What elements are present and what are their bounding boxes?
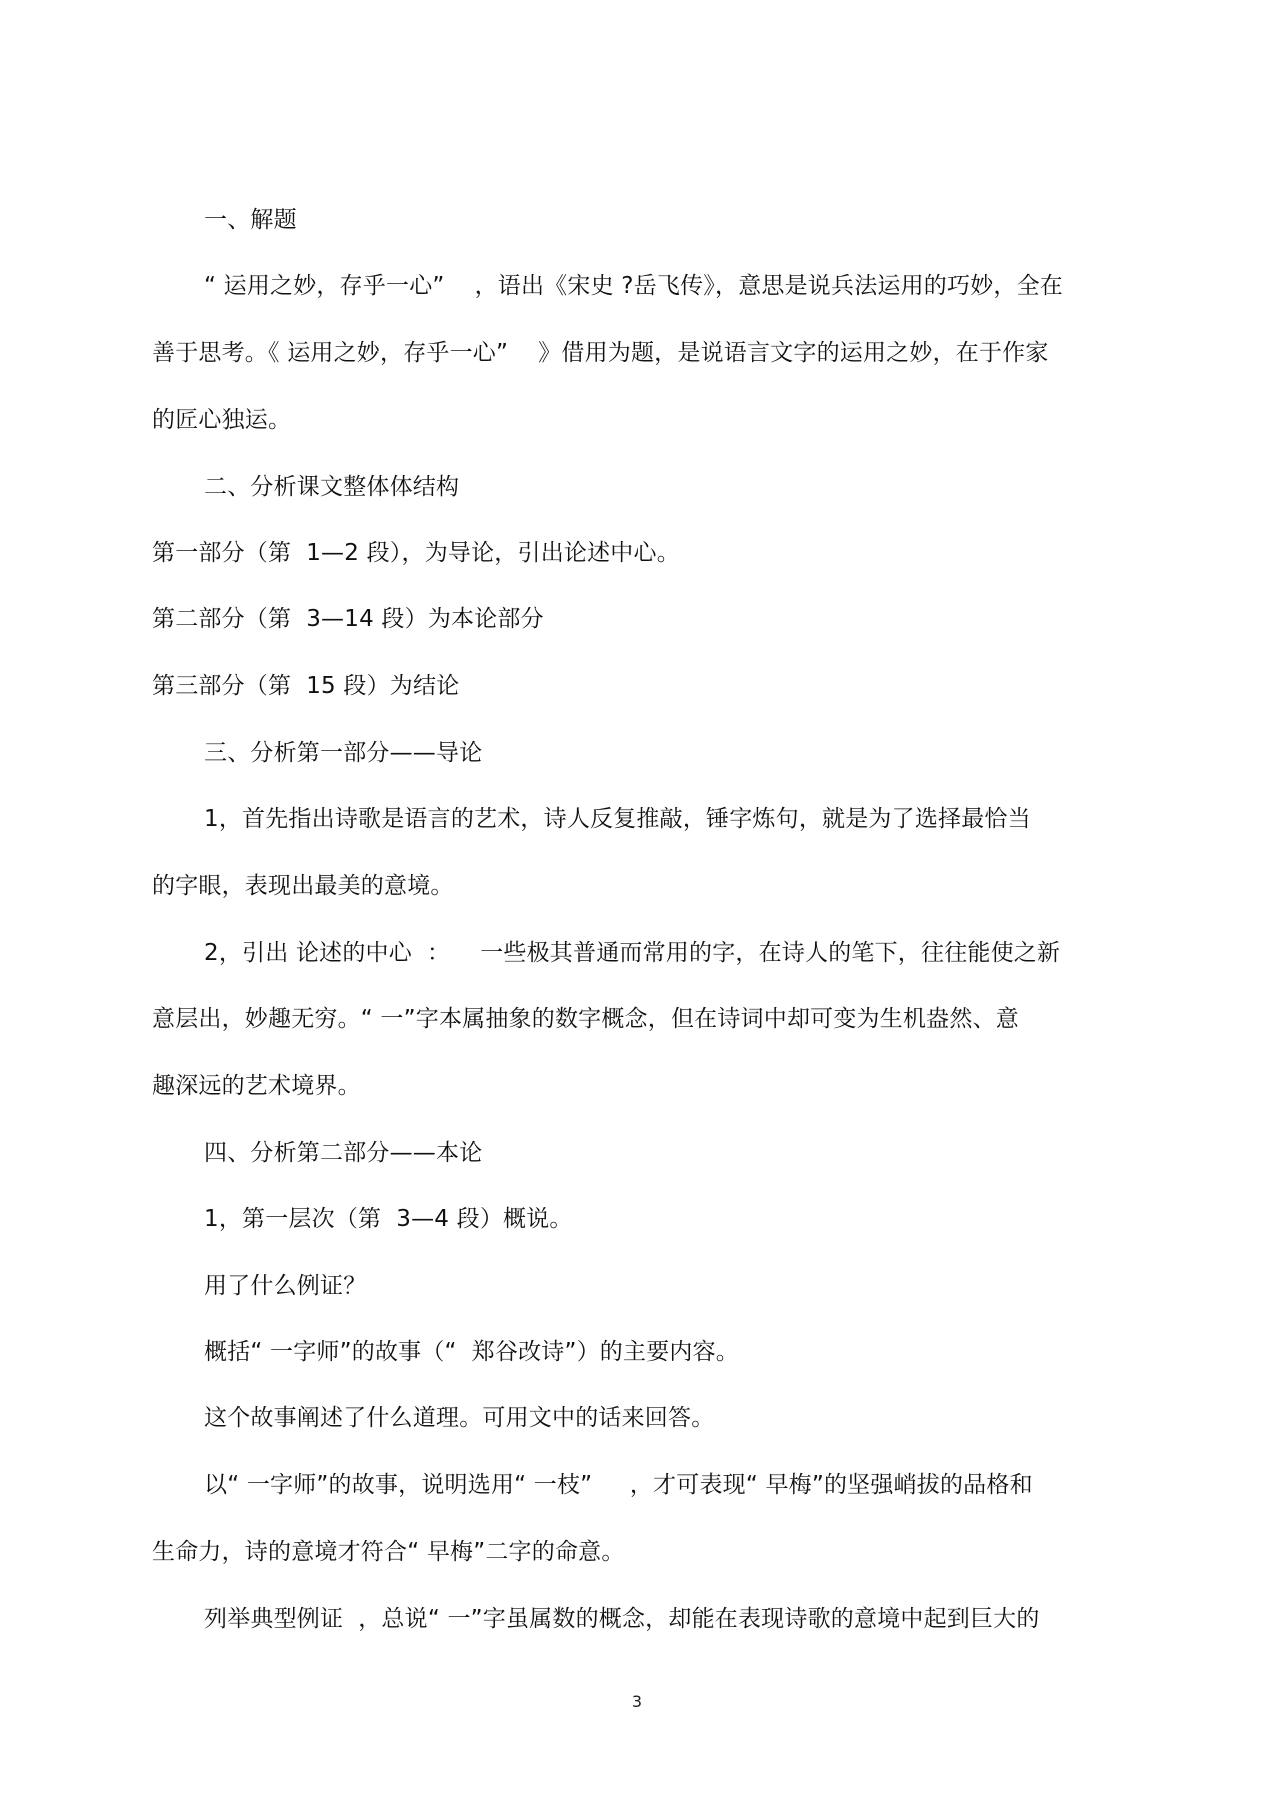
question-line: 用了什么例证？ <box>204 1273 367 1299</box>
paragraph-line: 意层出，妙趣无穷。“ 一”字本属抽象的数字概念，但在诗词中却可变为生机盎然、意 <box>152 1006 1019 1032</box>
structure-line-part-1: 第一部分（第 1—2 段），为导论，引出论述中心。 <box>152 540 680 566</box>
paragraph-line: 2，引出 论述的中心 ： 一些极其普通而常用的字，在诗人的笔下，往往能使之新 <box>204 940 1061 966</box>
paragraph-line: 的匠心独运。 <box>152 407 292 433</box>
structure-line-part-3: 第三部分（第 15 段）为结论 <box>152 673 460 699</box>
paragraph-line: 的字眼，表现出最美的意境。 <box>152 873 454 899</box>
section-heading-3: 三、分析第一部分——导论 <box>204 740 483 766</box>
question-line: 概括“ 一字师”的故事（“ 郑谷改诗”）的主要内容。 <box>204 1339 739 1365</box>
structure-line-part-2: 第二部分（第 3—14 段）为本论部分 <box>152 606 544 632</box>
section-heading-1: 一、解题 <box>204 207 297 233</box>
page-number: 3 <box>631 1692 643 1711</box>
paragraph-line: 1，首先指出诗歌是语言的艺术，诗人反复推敲，锤字炼句，就是为了选择最恰当 <box>204 806 1031 832</box>
paragraph-line: 生命力，诗的意境才符合“ 早梅”二字的命意。 <box>152 1539 625 1565</box>
paragraph-line: 趣深远的艺术境界。 <box>152 1073 361 1099</box>
paragraph-line: 以“ 一字师”的故事，说明选用“ 一枝” ，才可表现“ 早梅”的坚强峭拔的品格和 <box>204 1472 1033 1498</box>
question-line: 这个故事阐述了什么道理。可用文中的话来回答。 <box>204 1405 715 1431</box>
paragraph-line: “ 运用之妙，存乎一心” ，语出《宋史 ?岳飞传》，意思是说兵法运用的巧妙，全在 <box>204 273 1064 299</box>
paragraph-line: 1，第一层次（第 3—4 段）概说。 <box>204 1206 573 1232</box>
section-heading-2: 二、分析课文整体体结构 <box>204 474 460 500</box>
paragraph-line: 列举典型例证 ，总说“ 一”字虽属数的概念，却能在表现诗歌的意境中起到巨大的 <box>204 1606 1040 1632</box>
paragraph-line: 善于思考。《 运用之妙，存乎一心” 》借用为题，是说语言文字的运用之妙，在于作家 <box>152 340 1049 366</box>
section-heading-4: 四、分析第二部分——本论 <box>204 1140 483 1166</box>
